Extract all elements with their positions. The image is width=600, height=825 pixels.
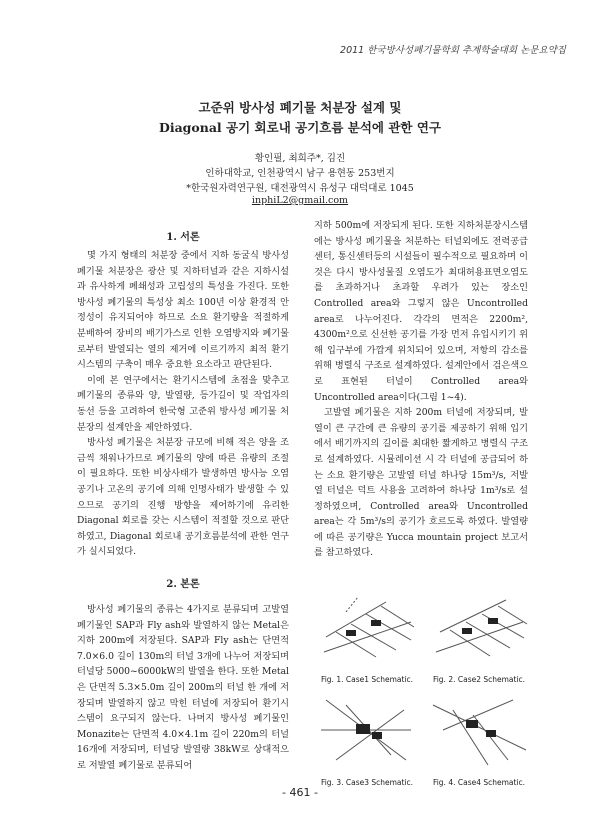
paper-title-line1: 고준위 방사성 폐기물 처분장 설계 및 — [198, 100, 402, 115]
section2-title: 2. 본론 — [166, 579, 200, 590]
section1-body — [77, 248, 289, 560]
section2-paragraph: 방사성 폐기물의 종류는 4가지로 분류되며 고발열 폐기물인 SAP과 Fly ash와 발열하지 않는 Metal은 지하 200m에 저장된다. SAP과 Fly ash는 단면적 7.0×6.0 길이 130m의 터널 3개에 나누어 저장되며 터널당 5000~6000kW의 발열을 한다. 또한 Metal은 단면적 5.3×5.0m 길이 200m의 터널 한 개에 저장되며 발열하지 않고 막힌 터널에 저장되어 환기시스템이 요구되지 않는다. 나머지 방사성 폐기물인 Monazite는 단면적 4.0×4.1m 길이 220m의 터널 16개에 저장되며, 터널당 발열량 38kW로 상대적으로 저발열 폐기물로 분류되어 — [77, 604, 289, 771]
figure-3-caption: Fig. 3. Case3 Schematic. — [320, 778, 414, 787]
affiliation-1: 인하대학교, 인천광역시 남구 용현동 253번지 — [205, 168, 395, 179]
right-paragraph: 지하 500m에 저장되게 된다. 또한 지하처분장시스템에는 방사성 폐기물을 처분하는 터널외에도 전력공급센터, 통신센터등의 시설들이 필수적으로 필요하며 이것은 다시 방사성물질 오염도가 최대허용표면오염도를 초과하거나 초과할 우려가 있는 장소인 Controlled area와 그렇지 않은 Uncontrolled area로 나누어진다. 각각의 면적은 2200m², 4300m²으로 신선한 공기를 가장 먼저 유입시키기 위해 입구부에 가깝게 위치되어 있으며, 저항의 감소를 위해 병렬식 구조로 설계하였다. 설계안에서 검은색으로 표현된 터널이 Controlled area와 Uncontrolled area이다(그림 1~4). — [314, 220, 528, 403]
figure-2-schematic — [428, 582, 532, 662]
section2-body-left — [77, 602, 289, 774]
figure-3-schematic — [316, 690, 420, 770]
affiliation-2: *한국원자력연구원, 대전광역시 유성구 대덕대로 1045 — [186, 183, 414, 194]
figure-2-caption: Fig. 2. Case2 Schematic. — [432, 675, 526, 684]
section1-paragraph: 이에 본 연구에서는 환기시스템에 초점을 맞추고 폐기물의 종류와 양, 발열량, 등가길이 및 작업자의 동선 등을 고려하여 한국형 고준위 방사성 폐기물 처분장의 설계안을 제안하였다. — [77, 374, 289, 433]
page-number: - 461 - — [282, 786, 318, 799]
figure-4-caption: Fig. 4. Case4 Schematic. — [432, 778, 526, 787]
figure-1-schematic — [316, 582, 420, 662]
running-header: 2011 한국방사성폐기물학회 추계학술대회 논문요약집 — [340, 45, 566, 56]
figure-4-schematic — [428, 690, 532, 770]
paper-title-line2: Diagonal 공기 회로내 공기흐름 분석에 관한 연구 — [158, 120, 441, 135]
section1-title: 1. 서론 — [166, 232, 200, 243]
right-column-body — [314, 218, 528, 561]
author-email[interactable]: inphiL2@gmail.com — [251, 195, 349, 206]
authors: 황인필, 최희주*, 김진 — [254, 153, 346, 164]
right-paragraph: 고발열 폐기물은 지하 200m 터널에 저장되며, 발열이 큰 구간에 큰 유량의 공기를 제공하기 위해 입기에서 배기까지의 길이를 최대한 짧게하고 병렬식 구조로 설계하였다. 시뮬레이션 시 각 터널에 공급되어 하는 소요 환기량은 고발열 터널 하나당 15m³/s, 저발열 터널은 덕트 사용을 고려하여 하나당 1m³/s로 설정하였으며, Controlled area와 Uncontrolled area는 각 5m³/s의 공기가 흐르도록 하였다. 발열량에 따른 공기량은 Yucca mountain project 보고서를 참고하였다. — [314, 407, 528, 559]
section1-paragraph: 몇 가지 형태의 처분장 중에서 지하 동굴식 방사성 폐기물 처분장은 광산 및 지하터널과 같은 지하시설과 유사하게 폐쇄성과 고립성의 특성을 가진다. 또한 방사성 폐기물의 특성상 최소 100년 이상 환경적 안정성이 유지되어야 하므로 소요 환기량을 적절하게 분배하여 장비의 배기가스로 인한 오염방지와 폐기물로부터 발열되는 열의 제거에 이르기까지 최적 환기시스템의 구축이 매우 중요한 요소라고 판단된다. — [77, 250, 289, 371]
section1-paragraph: 방사성 폐기물은 처분장 규모에 비해 적은 양을 조금씩 채워나가므로 폐기물의 양에 따른 유량의 조절이 필요하다. 또한 비상사태가 발생하면 방사능 오염 공기나 고온의 공기에 의해 인명사태가 발생할 수 있으므로 공기의 진행 방향을 제어하기에 유리한 Diagonal 회로를 갖는 시스템이 적절할 것으로 판단하였고, Diagonal 회로내 공기흐름분석에 관한 연구가 실시되었다. — [77, 437, 289, 558]
figure-1-caption: Fig. 1. Case1 Schematic. — [320, 675, 414, 684]
